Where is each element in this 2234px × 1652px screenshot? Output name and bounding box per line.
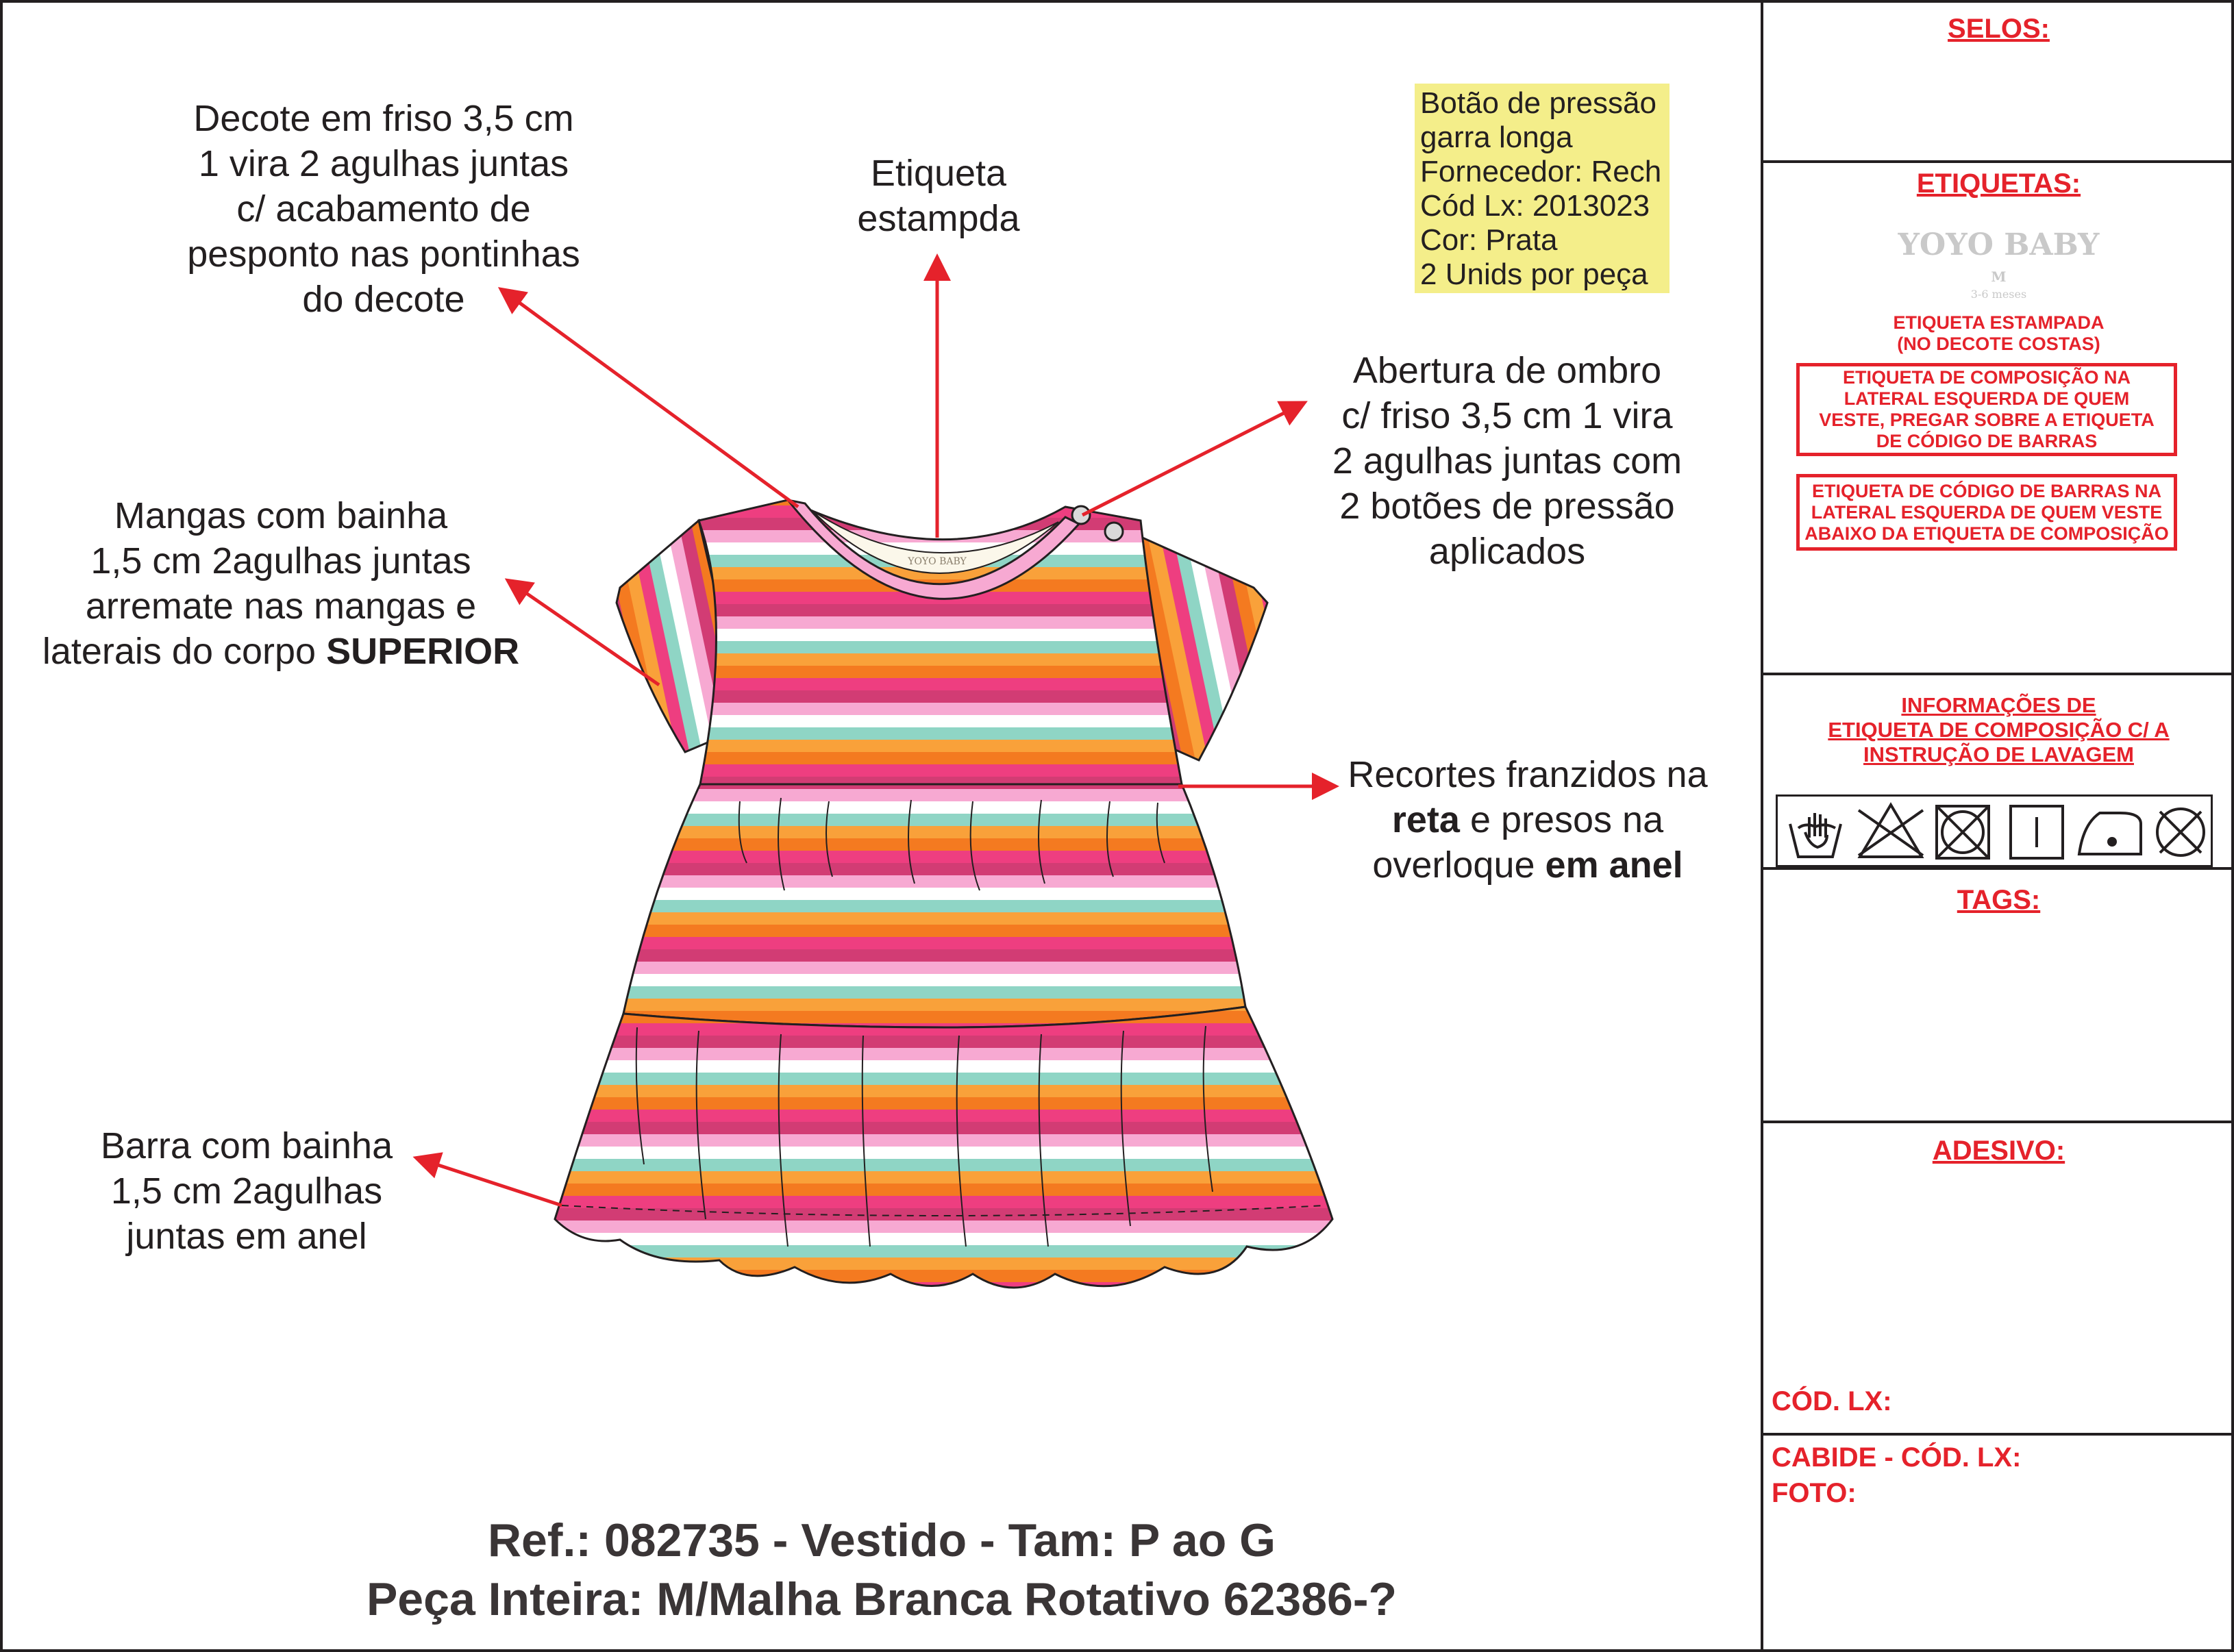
size-text: 3-6 meses [1970,288,2027,301]
adesivo-title: ADESIVO: [1932,1136,2065,1166]
annotation-etiqueta: Etiqueta estampda [857,153,1020,239]
annotation-decote: Decote em friso 3,5 cm 1 vira 2 agulhas juntas c/ acabamento de pesponto nas pontinhas do decote [187,98,580,320]
lower-skirt [555,1007,1332,1288]
snap-button [1072,506,1090,524]
barras-box: ETIQUETA DE CÓDIGO DE BARRAS NA LATERAL ESQUERDA DE QUEM VESTE ABAIXO DA ETIQUETA DE COMPOSIÇÃO [1796,474,2177,551]
button-note: Botão de pressão garra longa Fornecedor: Rech Cód Lx: 2013023 Cor: Prata 2 Unids por peça [1415,84,1670,293]
snap-button [1105,523,1123,540]
bodice [699,500,1182,784]
tags-title: TAGS: [1957,885,2041,915]
etiquetas-title: ETIQUETAS: [1916,168,2081,199]
foto-label: FOTO: [1772,1478,1857,1508]
cod-lx-label: CÓD. LX: [1772,1386,1892,1416]
no-tumble-dry-icon [1937,806,1989,858]
selos-title: SELOS: [1948,14,2050,44]
annotation-barra: Barra com bainha 1,5 cm 2agulhas juntas em anel [100,1125,393,1257]
composicao-box: ETIQUETA DE COMPOSIÇÃO NA LATERAL ESQUERDA DE QUEM VESTE, PREGAR SOBRE A ETIQUETA DE CÓDIGO DE BARRAS [1796,363,2177,456]
reference-line-1: Ref.: 082735 - Vestido - Tam: P ao G [487,1514,1276,1566]
cabide-label: CABIDE - CÓD. LX: [1772,1442,2022,1473]
divider [1761,867,2234,870]
etiqueta-estampada: ETIQUETA ESTAMPADA (NO DECOTE COSTAS) [1893,312,2105,354]
annotation-ombro: Abertura de ombro c/ friso 3,5 cm 1 vira 2 agulhas juntas com 2 botões de pressão aplicados [1332,350,1683,572]
size-mark: M [1991,268,2007,285]
divider [1761,1121,2234,1123]
annotation-mangas: Mangas com bainha 1,5 cm 2agulhas juntas arremate nas mangas e laterais do corpo SUPERIOR [42,495,520,672]
no-bleach-icon [1859,805,1923,857]
no-dry-clean-icon [2157,809,2204,855]
iron-low-icon [2079,813,2141,854]
arrow-barra [419,1159,562,1205]
informacoes-title: INFORMAÇÕES DE ETIQUETA DE COMPOSIÇÃO C/ A INSTRUÇÃO DE LAVAGEM [1828,693,2170,766]
divider [1761,1433,2234,1436]
hand-wash-icon [1790,813,1841,857]
line-dry-icon [2011,806,2063,858]
divider [1761,160,2234,163]
wash-symbols [1776,794,2213,867]
brand-logo: YOYO BABY [1898,227,2100,262]
arrow-decote [504,291,798,507]
reference-line-2: Peça Inteira: M/Malha Branca Rotativo 62386-? [366,1573,1398,1625]
divider [1761,673,2234,675]
middle-skirt [623,784,1245,1027]
annotation-recortes: Recortes franzidos na reta e presos na overloque em anel [1348,754,1708,886]
dress-neck-label: YOYO BABY [908,556,967,567]
